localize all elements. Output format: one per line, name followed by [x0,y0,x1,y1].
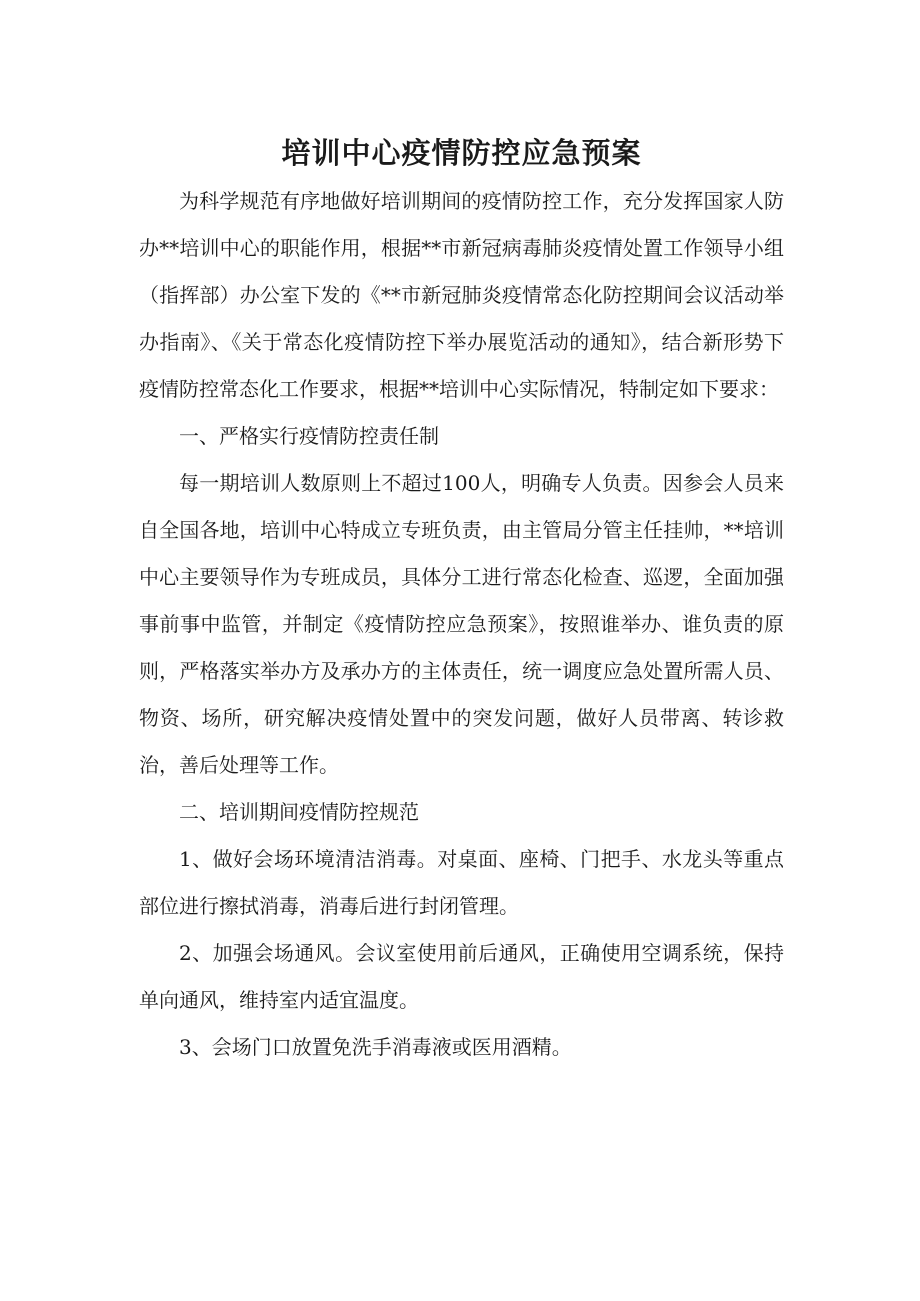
intro-paragraph: 为科学规范有序地做好培训期间的疫情防控工作，充分发挥国家人防办**培训中心的职能作用，根据**市新冠病毒肺炎疫情处置工作领导小组（指挥部）办公室下发的《**市新冠肺炎疫情常态化防控期间会议活动举办指南》、《关于常态化疫情防控下举办展览活动的通知》，结合新形势下疫情防控常态化工作要求，根据**培训中心实际情况，特制定如下要求： [139,189,784,401]
section-1-paragraph: 每一期培训人数原则上不超过100人，明确专人负责。因参会人员来自全国各地，培训中心特成立专班负责，由主管局分管主任挂帅，**培训中心主要领导作为专班成员，具体分工进行常态化检查、巡逻，全面加强事前事中监管，并制定《疫情防控应急预案》，按照谁举办、谁负责的原则，严格落实举办方及承办方的主体责任，统一调度应急处置所需人员、物资、场所，研究解决疫情处置中的突发问题，做好人员带离、转诊救治，善后处理等工作。 [139,471,784,777]
section-2-item-3: 3、会场门口放置免洗手消毒液或医用酒精。 [179,1035,572,1059]
section-2-heading: 二、培训期间疫情防控规范 [179,800,419,824]
section-2-item-1: 1、做好会场环境清洁消毒。对桌面、座椅、门把手、水龙头等重点部位进行擦拭消毒，消毒后进行封闭管理。 [139,847,784,918]
section-1-heading: 一、严格实行疫情防控责任制 [179,424,439,448]
document-title: 培训中心疫情防控应急预案 [281,136,642,170]
section-2-item-2: 2、加强会场通风。会议室使用前后通风，正确使用空调系统，保持单向通风，维持室内适宜温度。 [139,941,784,1012]
document-body [139,128,784,1071]
